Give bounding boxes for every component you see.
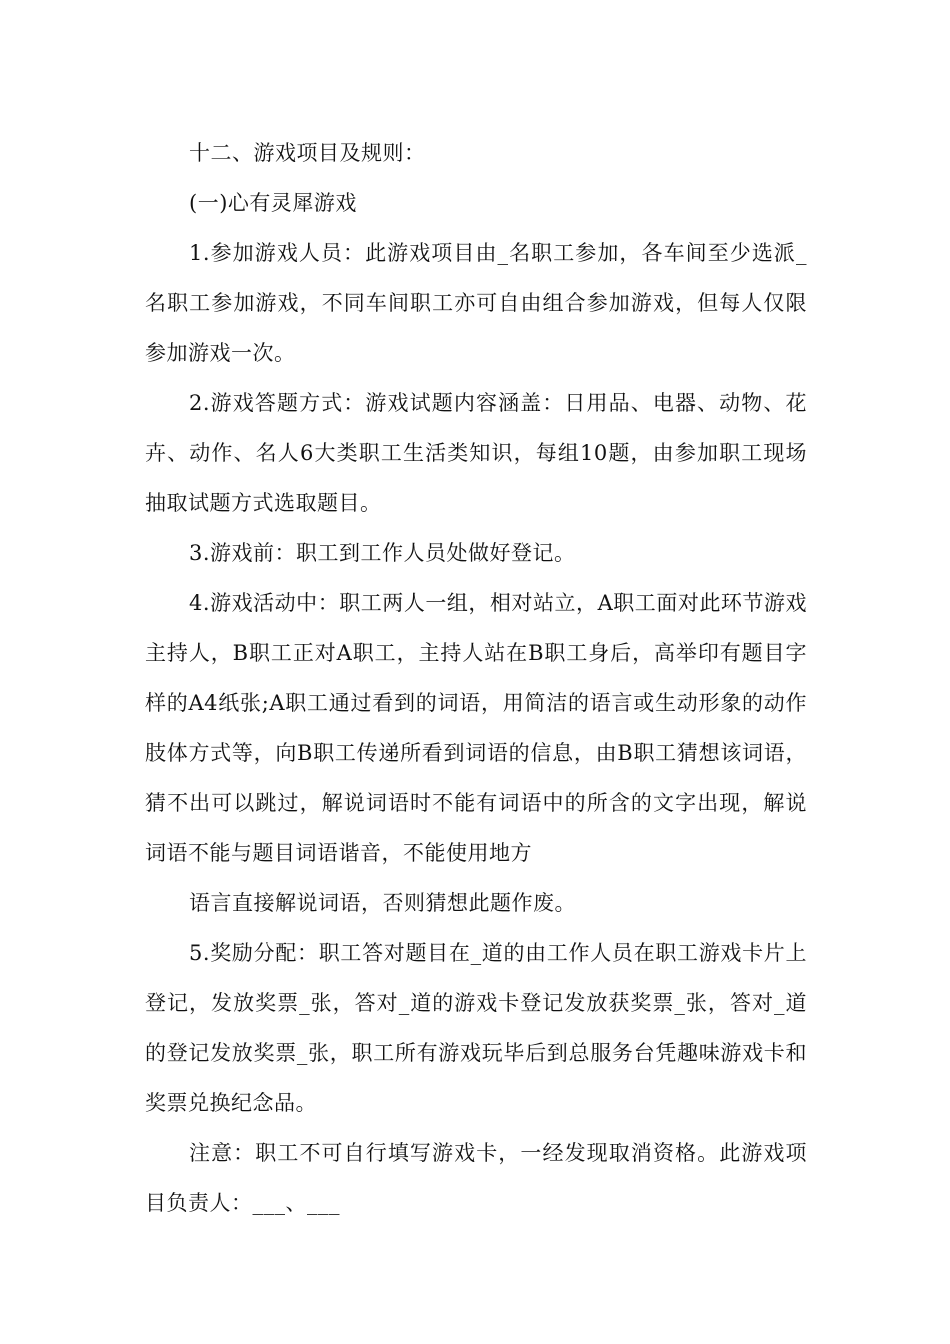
subsection-heading: (一)心有灵犀游戏 bbox=[189, 191, 357, 215]
paragraph-during-game: 4.游戏活动中：职工两人一组，相对站立，A职工面对此环节游戏主持人，B职工正对A职工，主持人站在B职工身后，高举印有题目字样的A4纸张;A职工通过看到的词语，用简洁的语言或生动形象的动作肢体方式等，向B职工传递所看到词语的信息，由B职工猜想该词语，猜不出可以跳过，解说词语时不能有词语中的所含的文字出现，解说词语不能与题目词语谐音，不能使用地方 bbox=[145, 591, 807, 865]
section-heading: 十二、游戏项目及规则： bbox=[189, 141, 426, 165]
document-body bbox=[145, 128, 807, 1228]
paragraph-participants: 1.参加游戏人员：此游戏项目由_名职工参加，各车间至少选派_名职工参加游戏，不同车间职工亦可自由组合参加游戏，但每人仅限参加游戏一次。 bbox=[145, 241, 807, 365]
paragraph-before-game: 3.游戏前：职工到工作人员处做好登记。 bbox=[189, 541, 576, 565]
paragraph-answer-method: 2.游戏答题方式：游戏试题内容涵盖：日用品、电器、动物、花卉、动作、名人6大类职工生活类知识，每组10题，由参加职工现场抽取试题方式选取题目。 bbox=[145, 391, 807, 515]
paragraph-notice: 注意：职工不可自行填写游戏卡，一经发现取消资格。此游戏项目负责人：___、___ bbox=[145, 1141, 807, 1215]
paragraph-continuation: 语言直接解说词语，否则猜想此题作废。 bbox=[189, 891, 576, 915]
paragraph-rewards: 5.奖励分配：职工答对题目在_道的由工作人员在职工游戏卡片上登记，发放奖票_张，答对_道的游戏卡登记发放获奖票_张，答对_道的登记发放奖票_张，职工所有游戏玩毕后到总服务台凭趣味游戏卡和奖票兑换纪念品。 bbox=[145, 941, 807, 1115]
